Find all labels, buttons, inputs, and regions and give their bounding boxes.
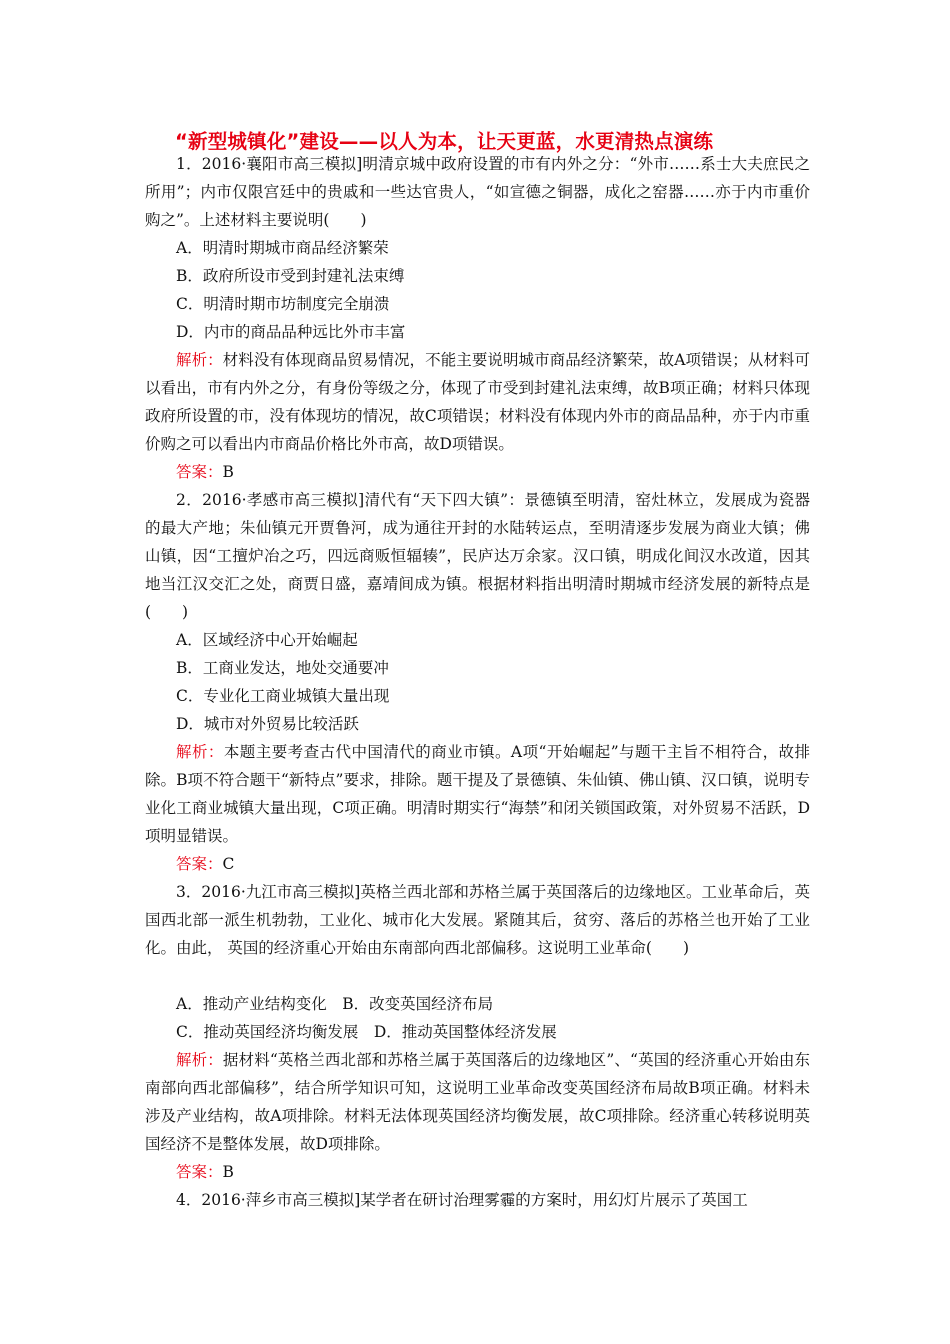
answer-label: 答案： (176, 855, 223, 873)
question-3-options-ab: A．推动产业结构变化 B．改变英国经济布局 (176, 995, 494, 1013)
question-1-option-c: C．明清时期市坊制度完全崩溃 (176, 295, 390, 313)
analysis-text: 本题主要考查古代中国清代的商业市镇。A项“开始崛起”与题干主旨不相符合，故排除。B项不符合题干“新特点”要求，排除。题干提及了景德镇、朱仙镇、佛山镇、汉口镇，说明专业化工商业城镇大量出现，C项正确。明清时期实行“海禁”和闭关锁国政策，对外贸易不活跃，D项明显错误。 (145, 743, 810, 845)
answer-value: B (222, 1163, 234, 1181)
question-2-option-d: D．城市对外贸易比较活跃 (176, 715, 359, 733)
question-2-option-c: C．专业化工商业城镇大量出现 (176, 687, 390, 705)
question-1-option-a: A．明清时期城市商品经济繁荣 (176, 239, 389, 257)
analysis-text: 据材料“英格兰西北部和苏格兰属于英国落后的边缘地区”、“英国的经济重心开始由东南部向西北部偏移”，结合所学知识可知，这说明工业革命改变英国经济布局故B项正确。材料未涉及产业结构，故A项排除。材料无法体现英国经济均衡发展，故C项排除。经济重心转移说明英国经济不是整体发展，故D项排除。 (145, 1051, 810, 1153)
answer-label: 答案： (176, 1163, 223, 1181)
question-2-analysis (145, 738, 810, 850)
question-1-option-d: D．内市的商品品种远比外市丰富 (176, 323, 406, 341)
question-3-stem: 3．2016·九江市高三模拟]英格兰西北部和苏格兰属于英国落后的边缘地区。工业革命后，英国西北部一派生机勃勃，工业化、城市化大发展。紧随其后，贫穷、落后的苏格兰也开始了工业化。由此， 英国的经济重心开始由东南部向西北部偏移。这说明工业革命( ) (145, 883, 810, 957)
analysis-label: 解析： (176, 351, 223, 369)
question-1-stem: 1．2016·襄阳市高三模拟]明清京城中政府设置的市有内外之分：“外市……系士大夫庶民之所用”；内市仅限宫廷中的贵戚和一些达官贵人，“如宣德之铜器，成化之窑器……亦于内市重价购之”。上述材料主要说明( ) (145, 155, 810, 229)
question-2-answer (176, 850, 234, 878)
analysis-text: 材料没有体现商品贸易情况，不能主要说明城市商品经济繁荣，故A项错误；从材料可以看出，市有内外之分，有身份等级之分，体现了市受到封建礼法束缚，故B项正确；材料只体现政府所设置的市，没有体现坊的情况，故C项错误；材料没有体现内外市的商品品种，亦于内市重价购之可以看出内市商品价格比外市高，故D项错误。 (145, 351, 810, 453)
analysis-label: 解析： (176, 743, 224, 761)
question-3-answer (176, 1158, 234, 1186)
question-2-option-a: A．区域经济中心开始崛起 (176, 631, 358, 649)
answer-value: B (222, 463, 234, 481)
page-title: “新型城镇化”建设——以人为本，让天更蓝，水更清热点演练 (175, 130, 714, 153)
answer-label: 答案： (176, 463, 223, 481)
analysis-label: 解析： (176, 1051, 223, 1069)
answer-value: C (222, 855, 235, 873)
question-2-stem: 2．2016·孝感市高三模拟]清代有“天下四大镇”：景德镇至明清，窑灶林立，发展成为瓷器的最大产地；朱仙镇元开贾鲁河，成为通往开封的水陆转运点，至明清逐步发展为商业大镇；佛山镇，因“工擅炉冶之巧，四远商贩恒辐辏”，民庐达万余家。汉口镇，明成化间汉水改道，因其地当江汉交汇之处，商贾日盛，嘉靖间成为镇。根据材料指出明清时期城市经济发展的新特点是( ) (145, 491, 810, 621)
question-1-analysis (145, 346, 810, 458)
question-1-answer (176, 458, 234, 486)
question-4-stem: 4．2016·萍乡市高三模拟]某学者在研讨治理雾霾的方案时，用幻灯片展示了英国工 (176, 1191, 748, 1209)
question-2-option-b: B．工商业发达，地处交通要冲 (176, 659, 389, 677)
question-1-option-b: B．政府所设市受到封建礼法束缚 (176, 267, 405, 285)
question-3-options-cd: C．推动英国经济均衡发展 D．推动英国整体经济发展 (176, 1023, 557, 1041)
question-3-analysis (145, 1046, 810, 1158)
